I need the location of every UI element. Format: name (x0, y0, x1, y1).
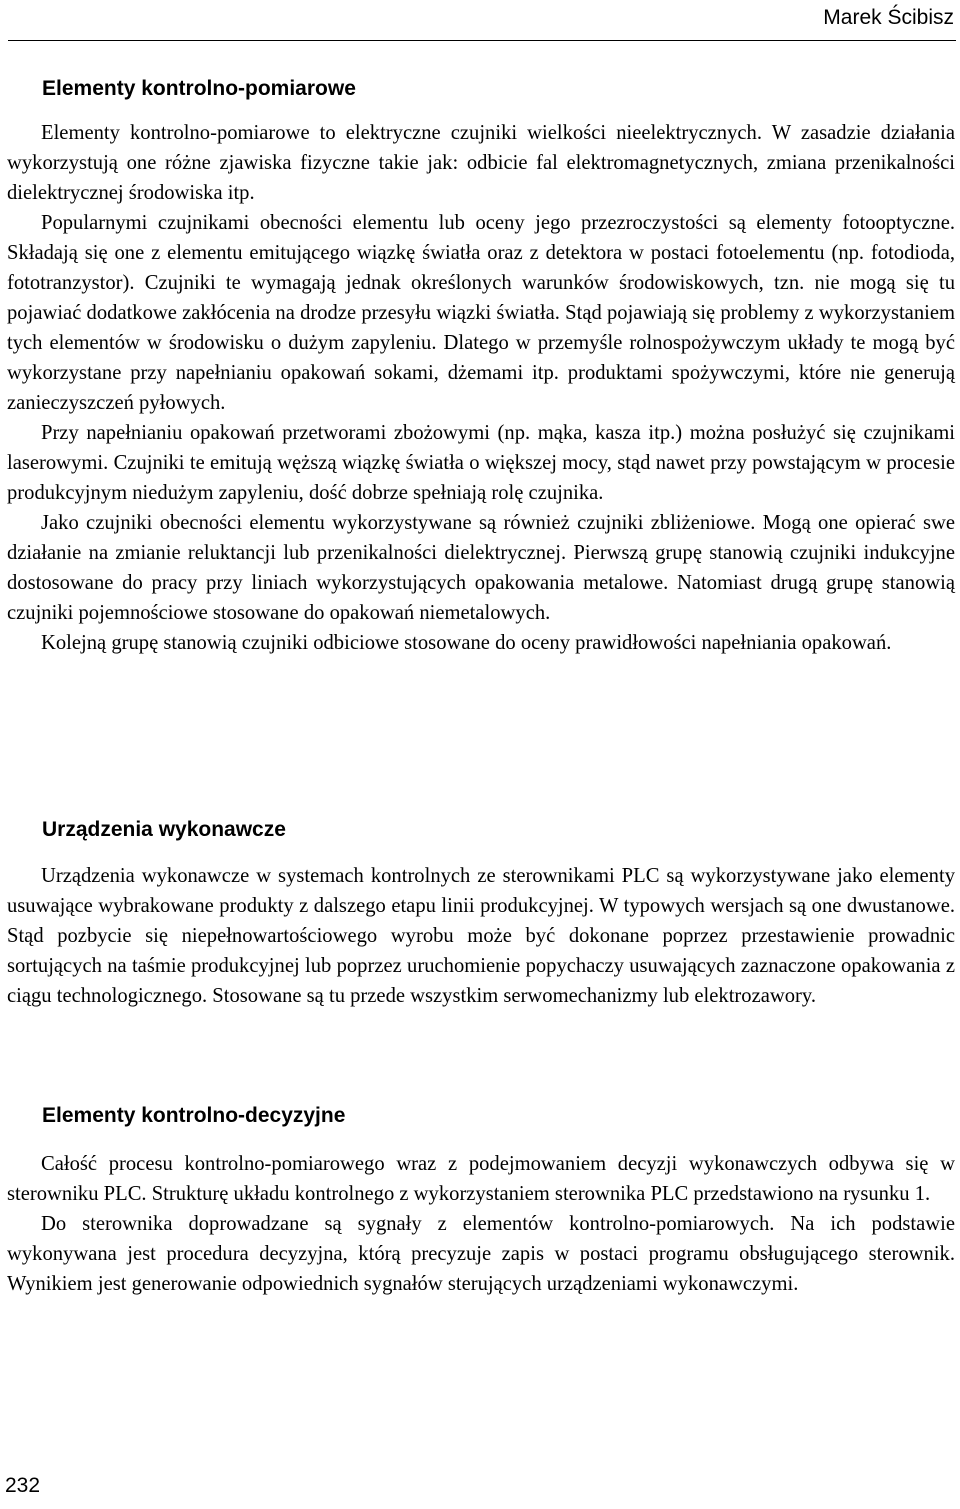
section-heading-elementy-kontrolno-pomiarowe: Elementy kontrolno-pomiarowe (42, 77, 356, 100)
section-body-urzadzenia-wykonawcze (7, 861, 955, 1011)
paragraph: Kolejną grupę stanowią czujniki odbiciowe stosowane do oceny prawidłowości napełniania opakowań. (41, 632, 892, 654)
paragraph: Urządzenia wykonawcze w systemach kontrolnych ze sterownikami PLC są wykorzystywane jako elementy usuwające wybrakowane produkty z dalszego etapu linii produkcyjnej. W typowych wersjach są one dwustanowe. Stąd pozbycie się niepełnowartościowego wyrobu może być dokonane poprzez przestawienie prowadnic sortujących na taśmie produkcyjnej lub poprzez uruchomienie popychaczy usuwających zaznaczone opakowania z ciągu technologicznego. Stosowane są tu przede wszystkim serwomechanizmy lub elektrozawory. (7, 865, 955, 1007)
section-heading-urzadzenia-wykonawcze: Urządzenia wykonawcze (42, 818, 286, 841)
paragraph: Do sterownika doprowadzane są sygnały z elementów kontrolno-pomiarowych. Na ich podstawie wykonywana jest procedura decyzyjna, którą precyzuje zapis w postaci programu obsługującego sterownik. Wynikiem jest generowanie odpowiednich sygnałów sterujących urządzeniami wykonawczymi. (7, 1213, 955, 1295)
section-heading-elementy-kontrolno-decyzyjne: Elementy kontrolno-decyzyjne (42, 1104, 346, 1127)
section-body-elementy-kontrolno-pomiarowe (7, 118, 955, 658)
page-number: 232 (5, 1474, 41, 1497)
paragraph: Całość procesu kontrolno-pomiarowego wraz z podejmowaniem decyzji wykonawczych odbywa się w sterowniku PLC. Strukturę układu kontrolnego z wykorzystaniem sterownika PLC przedstawiono na rysunku 1. (7, 1153, 955, 1205)
paragraph: Popularnymi czujnikami obecności elementu lub oceny jego przezroczystości są elementy fotooptyczne. Składają się one z elementu emitującego wiązkę światła oraz z detektora w postaci fotoelementu (np. fotodioda, fototranzystor). Czujniki te wymagają jednak określonych warunków środowiskowych, tzn. nie mogą się tu pojawiać dodatkowe zakłócenia na drodze przesyłu wiązki światła. Stąd pojawiają się problemy z wykorzystaniem tych elementów w środowisku o dużym zapyleniu. Dlatego w przemyśle rolnospożywczym układy te mogą być wykorzystane przy napełnianiu opakowań sokami, dżemami itp. produktami spożywczymi, które nie generują zanieczyszczeń pyłowych. (7, 212, 955, 414)
header-rule (8, 40, 956, 41)
paragraph: Jako czujniki obecności elementu wykorzystywane są również czujniki zbliżeniowe. Mogą one opierać swe działanie na zmianie reluktancji lub przenikalności dielektrycznej. Pierwszą grupę stanowią czujniki indukcyjne dostosowane do pracy przy liniach wykorzystujących opakowania metalowe. Natomiast drugą grupę stanowią czujniki pojemnościowe stosowane do opakowań niemetalowych. (7, 512, 955, 624)
section-body-elementy-kontrolno-decyzyjne (7, 1149, 955, 1299)
paragraph: Przy napełnianiu opakowań przetworami zbożowymi (np. mąka, kasza itp.) można posłużyć się czujnikami laserowymi. Czujniki te emitują węższą wiązkę światła o większej mocy, stąd nawet przy powstającym w procesie produkcyjnym niedużym zapyleniu, dość dobrze spełniają rolę czujnika. (7, 422, 955, 504)
running-head-author: Marek Ścibisz (823, 6, 954, 29)
paragraph: Elementy kontrolno-pomiarowe to elektryczne czujniki wielkości nieelektrycznych. W zasadzie działania wykorzystują one różne zjawiska fizyczne takie jak: odbicie fal elektromagnetycznych, zmiana przenikalności dielektrycznej środowiska itp. (7, 122, 955, 204)
